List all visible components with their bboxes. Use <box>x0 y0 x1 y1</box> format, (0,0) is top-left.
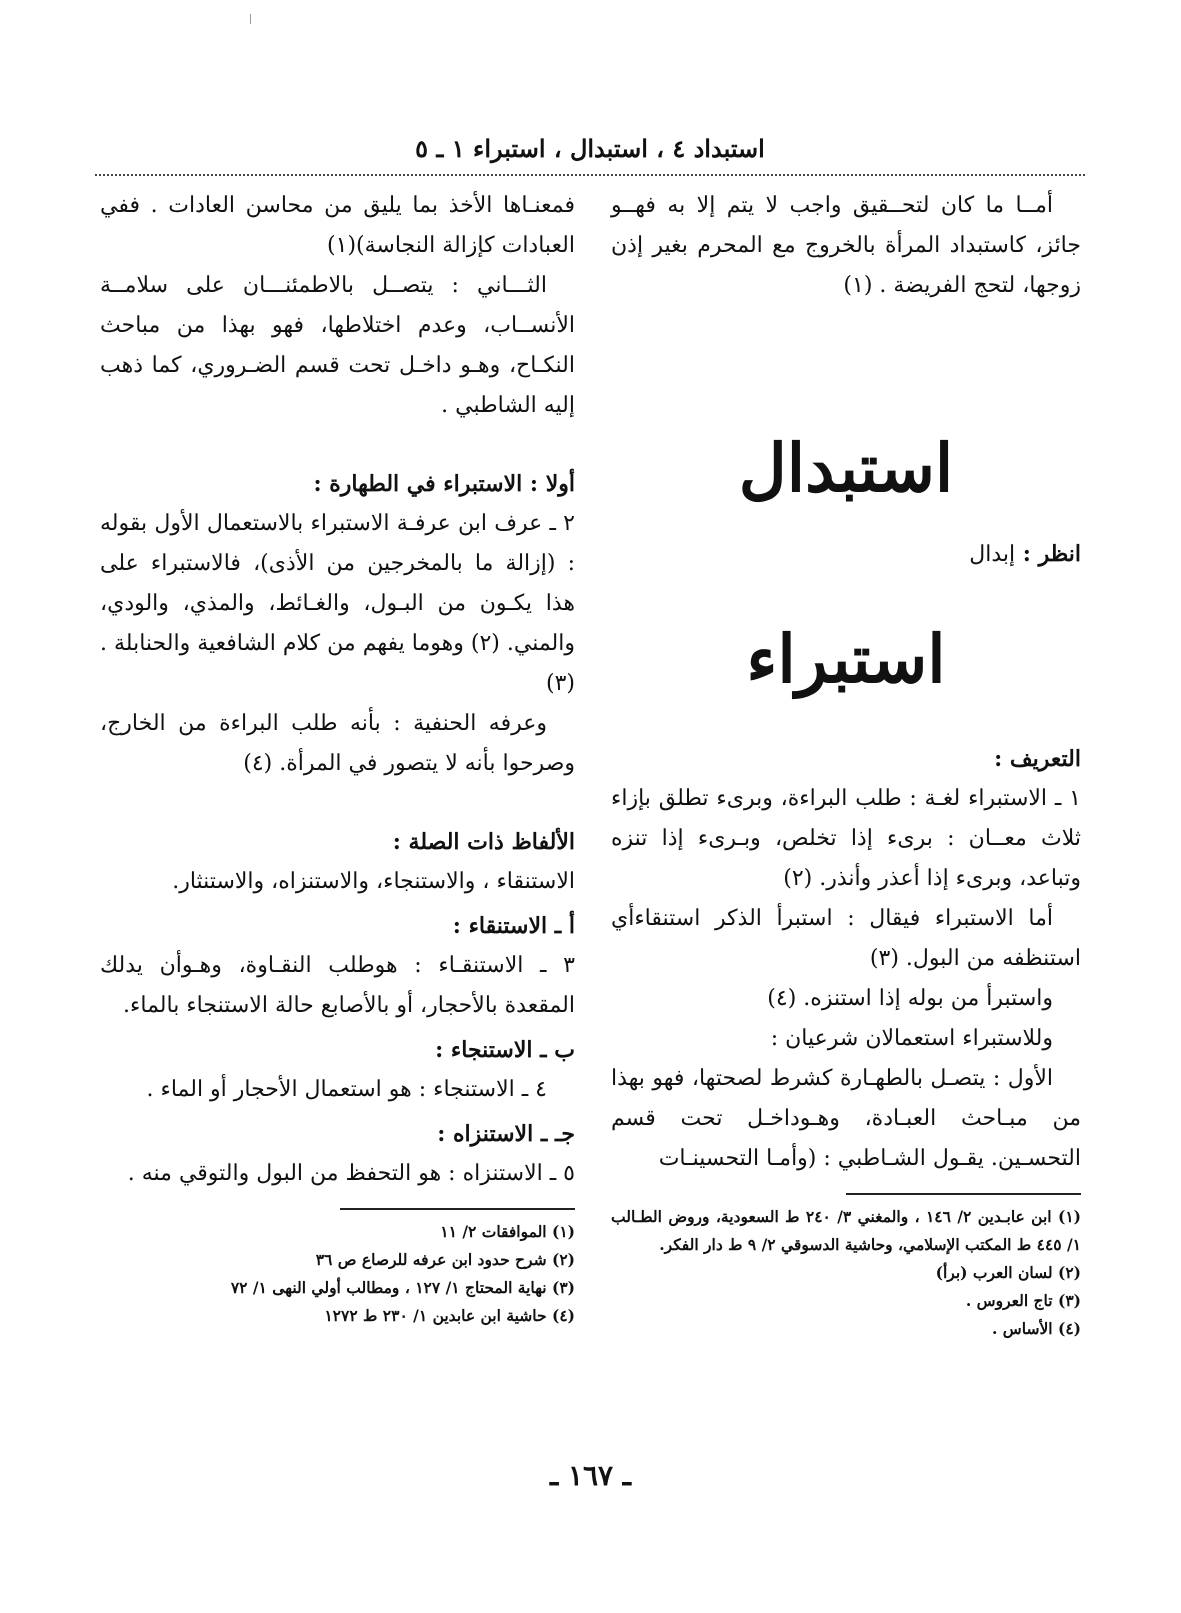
heading-related-terms: الألفاظ ذات الصلة : <box>392 829 575 855</box>
paragraph-istinja: ٤ ـ الاستنجاء : هو استعمال الأحجار أو الماء . <box>146 1077 547 1102</box>
heading-definition: التعريف : <box>994 746 1081 772</box>
paragraph-second-use: الثـــاني : يتصــل بالاطمئنـــان على سلامــة الأنســاب، وعدم اختلاطها، فهو بهذا من مباحث النكـاح، وهـو داخـل تحت قسم الضـروري، كما ذهب إليه الشاطبي . <box>100 273 575 418</box>
heading-istinja: ب ـ الاستنجاء : <box>435 1037 575 1063</box>
paragraph-3: واستبرأ من بوله إذا استنزه. (٤) <box>767 986 1053 1011</box>
spacer <box>611 306 1081 428</box>
paragraph-2: أما الاستبراء فيقال : استبرأ الذكر استنقاءأي استنظفه من البول. (٣) <box>611 906 1081 971</box>
footnote: (٣) تاج العروس . <box>965 1291 1081 1310</box>
paragraph-istinzah: ٥ ـ الاستنزاه : هو التحفظ من البول والتوقي منه . <box>127 1161 575 1186</box>
footnotes-right <box>611 1203 1081 1343</box>
running-head: استبداد ٤ ، استبدال ، استبراء ١ ـ ٥ <box>415 134 765 163</box>
spacer <box>100 426 575 460</box>
paragraph-1: ١ ـ الاستبراء لغـة : طلب البراءة، وبرىء تطلق بإزاء ثلاث معــان : برىء إذا تخلص، وبـرىء إذا تنزه وتباعد، وبرىء إذا أعذر وأنذر. (٢) <box>611 786 1081 891</box>
footnote: (٤) حاشية ابن عابدين ١/ ٢٣٠ ط ١٢٧٢ <box>324 1306 575 1325</box>
paragraph-4: وللاستبراء استعمالان شرعيان : <box>770 1026 1053 1051</box>
footnote-rule <box>846 1193 1081 1195</box>
footnote: (٢) لسان العرب (برأ) <box>935 1263 1081 1282</box>
footnote-rule <box>340 1208 575 1210</box>
spacer <box>611 575 1081 619</box>
paragraph-hanafi: وعرفه الحنفية : بأنه طلب البراءة من الخارج، وصرحوا بأنه لا يتصور في المرأة. (٤) <box>100 711 575 776</box>
heading-first: أولا : الاستبراء في الطهارة : <box>313 471 575 497</box>
see-label: انظر : <box>1022 541 1081 567</box>
page-number: ـ ١٦٧ ـ <box>549 1459 632 1492</box>
footnote: (٢) شرح حدود ابن عرفه للرصاع ص ٣٦ <box>315 1250 575 1269</box>
header-dotted-rule <box>95 174 1085 176</box>
spacer <box>611 699 1081 735</box>
entry-title-istibdal: استبدال <box>738 429 954 507</box>
spacer <box>611 508 1081 534</box>
scan-mark <box>250 14 251 24</box>
heading-istinzah: جـ ـ الاستنزاه : <box>437 1121 575 1147</box>
paragraph-cont: فمعنـاها الأخذ بما يليق من محاسن العادات . ففي العبادات كإزالة النجاسة)(١) <box>100 193 575 258</box>
see-target: إبدال <box>969 542 1016 567</box>
heading-istinqa: أ ـ الاستنقاء : <box>452 913 575 939</box>
footnote: (٤) الأساس . <box>992 1319 1081 1338</box>
paragraph-5: الأول : يتصـل بالطهـارة كشرط لصحتها، فهو بهذا من مبـاحث العبـادة، وهـوداخـل تحت قسم التحسـين. يقـول الشـاطبي : (وأمـا التحسينـات <box>611 1066 1081 1171</box>
intro-paragraph: أمــا ما كان لتحــقيق واجب لا يتم إلا به فهــو جائز، كاستبداد المرأة بالخروج مع المحرم بغير إذن زوجها، لتحج الفريضة . (١) <box>611 193 1081 298</box>
footnotes-left <box>100 1218 575 1330</box>
cross-reference <box>611 534 1081 575</box>
right-column <box>611 186 1081 1343</box>
paragraph-istinqa: ٣ ـ الاستنقـاء : هوطلب النقـاوة، وهـوأن يدلك المقعدة بالأحجار، أو بالأصابع حالة الاستنجاء بالماء. <box>100 953 575 1018</box>
spacer <box>100 784 575 818</box>
footnote: (١) الموافقات ٢/ ١١ <box>440 1222 575 1241</box>
paragraph-terms: الاستنقاء ، والاستنجاء، والاستنزاه، والاستنثار. <box>172 869 575 894</box>
entry-title-istibra: استبراء <box>746 620 946 698</box>
footnote: (١) ابن عابـدين ٢/ ١٤٦ ، والمغني ٣/ ٢٤٠ ط السعودية، وروض الطـالب ١/ ٤٤٥ ط المكتب الإسلامي، وحاشية الدسوقي ٢/ ٩ ط دار الفكر. <box>611 1207 1081 1254</box>
left-column <box>100 186 575 1330</box>
footnote: (٣) نهاية المحتاج ١/ ١٢٧ ، ومطالب أولي النهى ١/ ٧٢ <box>230 1278 575 1297</box>
paragraph-ibn-arafa: ٢ ـ عرف ابن عرفـة الاستبراء بالاستعمال الأول بقوله : (إزالة ما بالمخرجين من الأذى)، فالاستبراء على هذا يكـون من البـول، والغـائط، والمذي، والودي، والمني. (٢) وهوما يفهم من كلام الشافعية والحنابلة . (٣) <box>100 511 575 696</box>
